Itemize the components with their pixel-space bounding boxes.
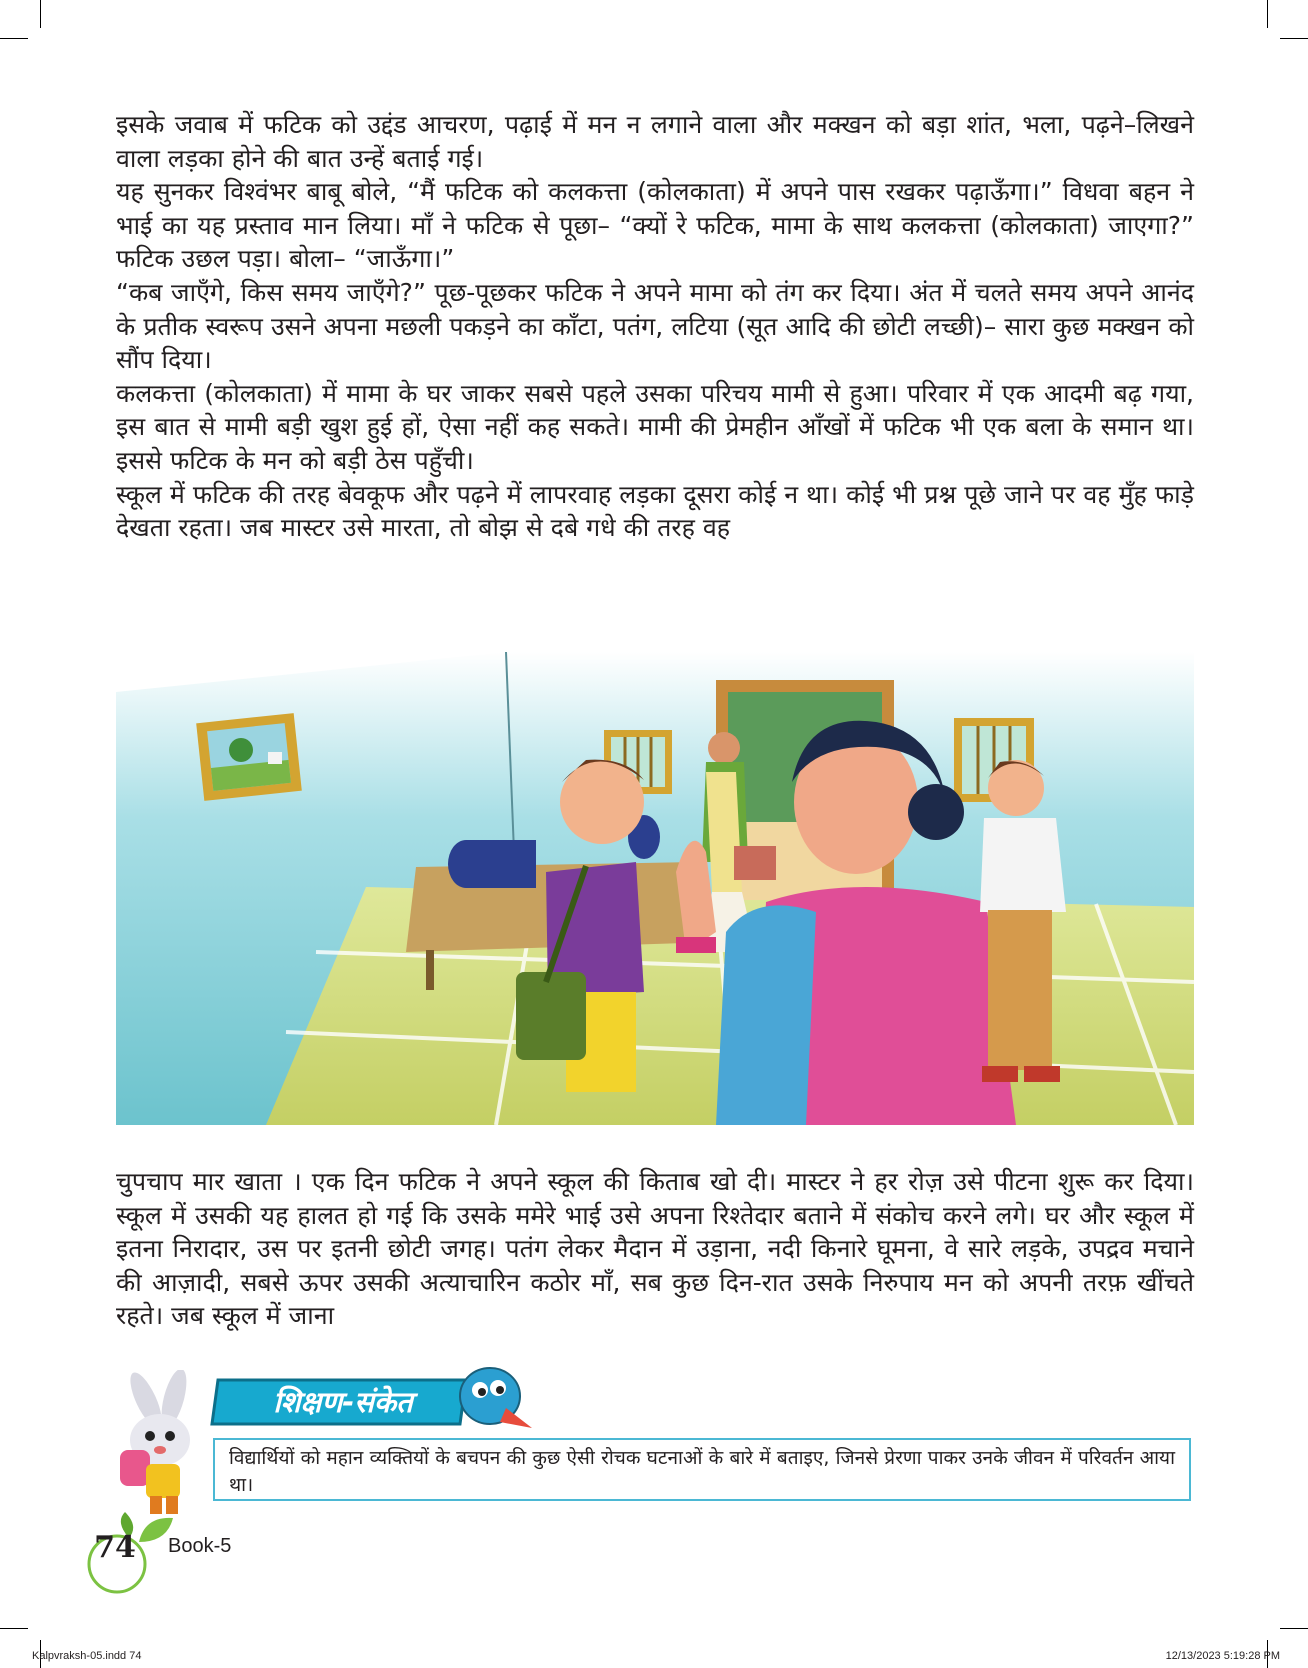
paragraph: इसके जवाब में फटिक को उद्दंड आचरण, पढ़ाई में मन न लगाने वाला और मक्खन को बड़ा शांत, भला, पढ़ने–लिखने वाला लड़का होने की बात उन्हें बताई गई। <box>116 110 1194 173</box>
paragraph: यह सुनकर विश्वंभर बाबू बोले, “मैं फटिक को कलकत्ता (कोलकाता) में अपने पास रखकर पढ़ाऊँगा।” विधवा बहन ने भाई का यह प्रस्ताव मान लिया। माँ ने फटिक से पूछा– “क्यों रे फटिक, मामा के साथ कलकत्ता (कोलकाता) जाएगा?” फटिक उछल पड़ा। बोला– “जाऊँगा।” <box>116 177 1194 274</box>
teaching-tip-box <box>213 1438 1191 1501</box>
paragraph: “कब जाएँगे, किस समय जाएँगे?” पूछ-पूछकर फटिक ने अपने मामा को तंग कर दिया। अंत में चलते समय अपने आनंद के प्रतीक स्वरूप उसने अपना मछली पकड़ने का काँटा, पतंग, लटिया (सूत आदि की छोटी लच्छी)– सारा कुछ मक्खन को सौंप दिया। <box>116 277 1194 375</box>
print-timestamp: 12/13/2023 5:19:28 PM <box>1165 1650 1280 1662</box>
crop-mark <box>1280 38 1308 39</box>
teaching-tip-title: शिक्षण-संकेत <box>273 1385 413 1419</box>
file-slug: Kalpvraksh-05.indd 74 <box>32 1650 142 1662</box>
paragraph: स्कूल में फटिक की तरह बेवकूफ और पढ़ने में लापरवाह लड़का दूसरा कोई न था। कोई भी प्रश्न पूछे जाने पर वह मुँह फाड़े देखता रहता। जब मास्टर उसे मारता, तो बोझ से दबे गधे की तरह वह <box>116 479 1194 543</box>
crop-mark <box>1267 0 1268 28</box>
story-text-lower <box>116 1165 1194 1333</box>
story-illustration <box>116 652 1194 1125</box>
book-label: Book-5 <box>168 1535 232 1557</box>
story-text-upper <box>116 108 1194 545</box>
crop-mark <box>0 1628 28 1629</box>
crop-mark <box>1280 1628 1308 1629</box>
crop-mark <box>0 38 28 39</box>
paragraph: कलकत्ता (कोलकाता) में मामा के घर जाकर सबसे पहले उसका परिचय मामी से हुआ। परिवार में एक आदमी बढ़ गया, इस बात से मामी बड़ी खुश हुई हों, ऐसा नहीं कह सकते। मामी की प्रेमहीन आँखों में फटिक भी एक बला के समान था। इससे फटिक के मन को बड़ी ठेस पहुँची। <box>116 378 1194 475</box>
rabbit-mascot-icon <box>108 1370 208 1520</box>
wall-painting <box>196 713 302 801</box>
teaching-tip-text: विद्यार्थियों को महान व्यक्तियों के बचपन की कुछ ऐसी रोचक घटनाओं के बारे में बताइए, जिनसे प्रेरणा पाकर उनके जीवन में परिवर्तन आया था। <box>229 1447 1175 1496</box>
pencil-mascot-icon <box>456 1364 534 1432</box>
page-number: 74 <box>94 1530 136 1565</box>
paragraph: चुपचाप मार खाता । एक दिन फटिक ने अपने स्कूल की किताब खो दी। मास्टर ने हर रोज़ उसे पीटना शुरू कर दिया। स्कूल में उसकी यह हालत हो गई कि उसके ममेरे भाई उसे अपना रिश्तेदार बताने में संकोच करने लगे। घर और स्कूल में इतना निरादार, उस पर इतनी छोटी जगह। पतंग लेकर मैदान में उड़ाना, नदी किनारे घूमना, वे सारे लड़के, उपद्रव मचाने की आज़ादी, सबसे ऊपर उसकी अत्याचारिन कठोर माँ, सब कुछ दिन-रात उसके निरुपाय मन को अपनी तरफ़ खींचते रहते। जब स्कूल में जाना <box>116 1167 1194 1331</box>
crop-mark <box>40 0 41 28</box>
